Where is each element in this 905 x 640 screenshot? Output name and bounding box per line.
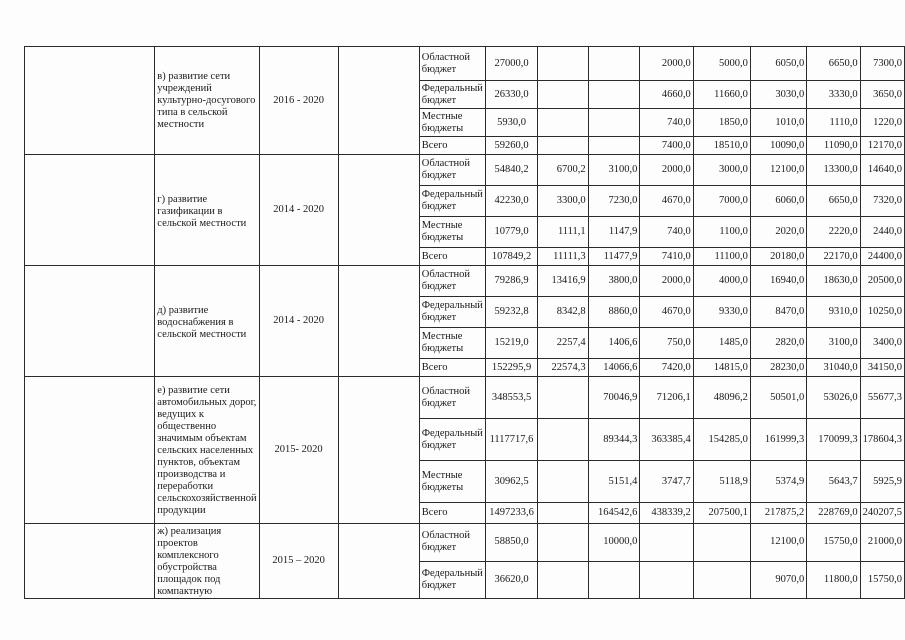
total-amount-cell: 42230,0 [485, 186, 537, 217]
year-amount-cell: 2000,0 [640, 155, 693, 186]
executor-cell [338, 377, 419, 524]
year-amount-cell [538, 524, 589, 562]
year-amount-cell: 20500,0 [860, 266, 904, 297]
year-amount-cell: 14066,6 [588, 359, 640, 377]
year-amount-cell [640, 561, 693, 599]
year-amount-cell: 7000,0 [693, 186, 750, 217]
year-amount-cell: 3400,0 [860, 328, 904, 359]
year-amount-cell: 11111,3 [538, 248, 589, 266]
funding-source: Всего [419, 503, 485, 524]
year-amount-cell: 1110,0 [807, 109, 860, 137]
year-amount-cell: 53026,0 [807, 377, 860, 419]
year-amount-cell: 740,0 [640, 109, 693, 137]
funding-source: Местные бюджеты [419, 328, 485, 359]
year-amount-cell: 2440,0 [860, 217, 904, 248]
budget-row [25, 524, 905, 562]
funding-source: Федеральный бюджет [419, 297, 485, 328]
year-amount-cell: 12100,0 [750, 155, 806, 186]
year-amount-cell: 15750,0 [807, 524, 860, 562]
year-amount-cell: 164542,6 [588, 503, 640, 524]
year-amount-cell: 55677,3 [860, 377, 904, 419]
total-amount-cell: 26330,0 [485, 81, 537, 109]
total-amount-cell: 30962,5 [485, 461, 537, 503]
year-amount-cell [538, 109, 589, 137]
year-amount-cell: 3330,0 [807, 81, 860, 109]
year-amount-cell [693, 524, 750, 562]
year-amount-cell: 71206,1 [640, 377, 693, 419]
year-amount-cell: 14815,0 [693, 359, 750, 377]
year-amount-cell: 4000,0 [693, 266, 750, 297]
year-amount-cell: 207500,1 [693, 503, 750, 524]
year-amount-cell: 740,0 [640, 217, 693, 248]
year-amount-cell: 5151,4 [588, 461, 640, 503]
task-period: 2015 – 2020 [259, 524, 338, 599]
year-amount-cell: 89344,3 [588, 419, 640, 461]
year-amount-cell: 2000,0 [640, 47, 693, 81]
year-amount-cell: 9330,0 [693, 297, 750, 328]
blank-cell [25, 155, 155, 266]
year-amount-cell: 11800,0 [807, 561, 860, 599]
blank-cell [25, 377, 155, 524]
year-amount-cell: 3100,0 [807, 328, 860, 359]
funding-source: Федеральный бюджет [419, 81, 485, 109]
year-amount-cell: 5118,9 [693, 461, 750, 503]
task-period: 2014 - 2020 [259, 155, 338, 266]
year-amount-cell: 1485,0 [693, 328, 750, 359]
year-amount-cell [640, 524, 693, 562]
total-amount-cell: 59232,8 [485, 297, 537, 328]
funding-source: Всего [419, 359, 485, 377]
executor-cell [338, 266, 419, 377]
year-amount-cell: 178604,3 [860, 419, 904, 461]
budget-table [24, 46, 905, 599]
year-amount-cell: 4670,0 [640, 186, 693, 217]
year-amount-cell: 10090,0 [750, 137, 806, 155]
year-amount-cell: 7300,0 [860, 47, 904, 81]
year-amount-cell: 31040,0 [807, 359, 860, 377]
year-amount-cell: 2820,0 [750, 328, 806, 359]
year-amount-cell: 217875,2 [750, 503, 806, 524]
year-amount-cell: 24400,0 [860, 248, 904, 266]
year-amount-cell: 161999,3 [750, 419, 806, 461]
year-amount-cell: 12100,0 [750, 524, 806, 562]
task-period: 2014 - 2020 [259, 266, 338, 377]
year-amount-cell: 2000,0 [640, 266, 693, 297]
funding-source: Всего [419, 248, 485, 266]
task-name: д) развитие водоснабжения в сельской местности [155, 266, 259, 377]
year-amount-cell: 1100,0 [693, 217, 750, 248]
year-amount-cell: 228769,0 [807, 503, 860, 524]
year-amount-cell: 6650,0 [807, 47, 860, 81]
year-amount-cell: 7420,0 [640, 359, 693, 377]
task-period: 2015- 2020 [259, 377, 338, 524]
total-amount-cell: 36620,0 [485, 561, 537, 599]
year-amount-cell: 1111,1 [538, 217, 589, 248]
year-amount-cell: 16940,0 [750, 266, 806, 297]
executor-cell [338, 47, 419, 155]
total-amount-cell: 107849,2 [485, 248, 537, 266]
year-amount-cell [538, 503, 589, 524]
year-amount-cell: 5925,9 [860, 461, 904, 503]
year-amount-cell: 20180,0 [750, 248, 806, 266]
year-amount-cell: 4660,0 [640, 81, 693, 109]
year-amount-cell: 18510,0 [693, 137, 750, 155]
total-amount-cell: 1497233,6 [485, 503, 537, 524]
funding-source: Федеральный бюджет [419, 186, 485, 217]
year-amount-cell [538, 47, 589, 81]
total-amount-cell: 58850,0 [485, 524, 537, 562]
year-amount-cell: 3030,0 [750, 81, 806, 109]
year-amount-cell: 3000,0 [693, 155, 750, 186]
funding-source: Федеральный бюджет [419, 419, 485, 461]
year-amount-cell: 1147,9 [588, 217, 640, 248]
year-amount-cell: 11100,0 [693, 248, 750, 266]
year-amount-cell: 9310,0 [807, 297, 860, 328]
year-amount-cell: 14640,0 [860, 155, 904, 186]
year-amount-cell: 750,0 [640, 328, 693, 359]
blank-cell [25, 266, 155, 377]
year-amount-cell: 3650,0 [860, 81, 904, 109]
total-amount-cell: 1117717,6 [485, 419, 537, 461]
year-amount-cell: 5643,7 [807, 461, 860, 503]
year-amount-cell: 3300,0 [538, 186, 589, 217]
year-amount-cell: 2257,4 [538, 328, 589, 359]
year-amount-cell: 6050,0 [750, 47, 806, 81]
year-amount-cell [588, 109, 640, 137]
budget-row [25, 266, 905, 297]
blank-cell [25, 524, 155, 599]
year-amount-cell: 5000,0 [693, 47, 750, 81]
year-amount-cell: 9070,0 [750, 561, 806, 599]
year-amount-cell: 28230,0 [750, 359, 806, 377]
funding-source: Областной бюджет [419, 377, 485, 419]
year-amount-cell: 170099,3 [807, 419, 860, 461]
funding-source: Местные бюджеты [419, 217, 485, 248]
year-amount-cell: 5374,9 [750, 461, 806, 503]
year-amount-cell: 6700,2 [538, 155, 589, 186]
year-amount-cell: 240207,5 [860, 503, 904, 524]
year-amount-cell: 363385,4 [640, 419, 693, 461]
year-amount-cell: 6650,0 [807, 186, 860, 217]
year-amount-cell: 8860,0 [588, 297, 640, 328]
budget-row [25, 377, 905, 419]
funding-source: Областной бюджет [419, 266, 485, 297]
year-amount-cell: 1010,0 [750, 109, 806, 137]
funding-source: Областной бюджет [419, 524, 485, 562]
executor-cell [338, 155, 419, 266]
year-amount-cell: 34150,0 [860, 359, 904, 377]
total-amount-cell: 79286,9 [485, 266, 537, 297]
year-amount-cell [588, 47, 640, 81]
funding-source: Всего [419, 137, 485, 155]
year-amount-cell [588, 561, 640, 599]
total-amount-cell: 59260,0 [485, 137, 537, 155]
year-amount-cell: 3800,0 [588, 266, 640, 297]
year-amount-cell: 22170,0 [807, 248, 860, 266]
year-amount-cell: 22574,3 [538, 359, 589, 377]
year-amount-cell: 8342,8 [538, 297, 589, 328]
funding-source: Местные бюджеты [419, 461, 485, 503]
year-amount-cell: 1220,0 [860, 109, 904, 137]
year-amount-cell: 1406,6 [588, 328, 640, 359]
year-amount-cell: 10250,0 [860, 297, 904, 328]
year-amount-cell [538, 419, 589, 461]
year-amount-cell [588, 81, 640, 109]
year-amount-cell: 11660,0 [693, 81, 750, 109]
year-amount-cell: 21000,0 [860, 524, 904, 562]
year-amount-cell: 48096,2 [693, 377, 750, 419]
funding-source: Федеральный бюджет [419, 561, 485, 599]
task-name: г) развитие газификации в сельской местности [155, 155, 259, 266]
year-amount-cell: 2020,0 [750, 217, 806, 248]
year-amount-cell: 6060,0 [750, 186, 806, 217]
year-amount-cell: 7400,0 [640, 137, 693, 155]
year-amount-cell: 1850,0 [693, 109, 750, 137]
year-amount-cell [693, 561, 750, 599]
budget-table-body [25, 47, 905, 599]
total-amount-cell: 10779,0 [485, 217, 537, 248]
task-period: 2016 - 2020 [259, 47, 338, 155]
total-amount-cell: 27000,0 [485, 47, 537, 81]
year-amount-cell: 7320,0 [860, 186, 904, 217]
task-name: в) развитие сети учреждений культурно-досугового типа в сельской местности [155, 47, 259, 155]
total-amount-cell: 348553,5 [485, 377, 537, 419]
funding-source: Областной бюджет [419, 155, 485, 186]
budget-row [25, 47, 905, 81]
year-amount-cell: 50501,0 [750, 377, 806, 419]
executor-cell [338, 524, 419, 599]
year-amount-cell: 11090,0 [807, 137, 860, 155]
total-amount-cell: 15219,0 [485, 328, 537, 359]
year-amount-cell: 7410,0 [640, 248, 693, 266]
funding-source: Местные бюджеты [419, 109, 485, 137]
task-name: ж) реализация проектов комплексного обустройства площадок под компактную [155, 524, 259, 599]
year-amount-cell: 18630,0 [807, 266, 860, 297]
total-amount-cell: 5930,0 [485, 109, 537, 137]
year-amount-cell: 7230,0 [588, 186, 640, 217]
year-amount-cell [538, 561, 589, 599]
funding-source: Областной бюджет [419, 47, 485, 81]
budget-row [25, 155, 905, 186]
year-amount-cell: 4670,0 [640, 297, 693, 328]
blank-cell [25, 47, 155, 155]
year-amount-cell: 10000,0 [588, 524, 640, 562]
year-amount-cell: 438339,2 [640, 503, 693, 524]
year-amount-cell: 11477,9 [588, 248, 640, 266]
total-amount-cell: 152295,9 [485, 359, 537, 377]
year-amount-cell: 3100,0 [588, 155, 640, 186]
year-amount-cell: 13300,0 [807, 155, 860, 186]
year-amount-cell [538, 81, 589, 109]
year-amount-cell: 12170,0 [860, 137, 904, 155]
year-amount-cell: 154285,0 [693, 419, 750, 461]
year-amount-cell [538, 377, 589, 419]
year-amount-cell [588, 137, 640, 155]
task-name: е) развитие сети автомобильных дорог, ведущих к общественно значимым объектам сельских населенных пунктов, объектам производства и переработки сельскохозяйственной продукции [155, 377, 259, 524]
year-amount-cell [538, 137, 589, 155]
year-amount-cell: 70046,9 [588, 377, 640, 419]
year-amount-cell [538, 461, 589, 503]
year-amount-cell: 3747,7 [640, 461, 693, 503]
year-amount-cell: 13416,9 [538, 266, 589, 297]
year-amount-cell: 8470,0 [750, 297, 806, 328]
year-amount-cell: 15750,0 [860, 561, 904, 599]
year-amount-cell: 2220,0 [807, 217, 860, 248]
total-amount-cell: 54840,2 [485, 155, 537, 186]
